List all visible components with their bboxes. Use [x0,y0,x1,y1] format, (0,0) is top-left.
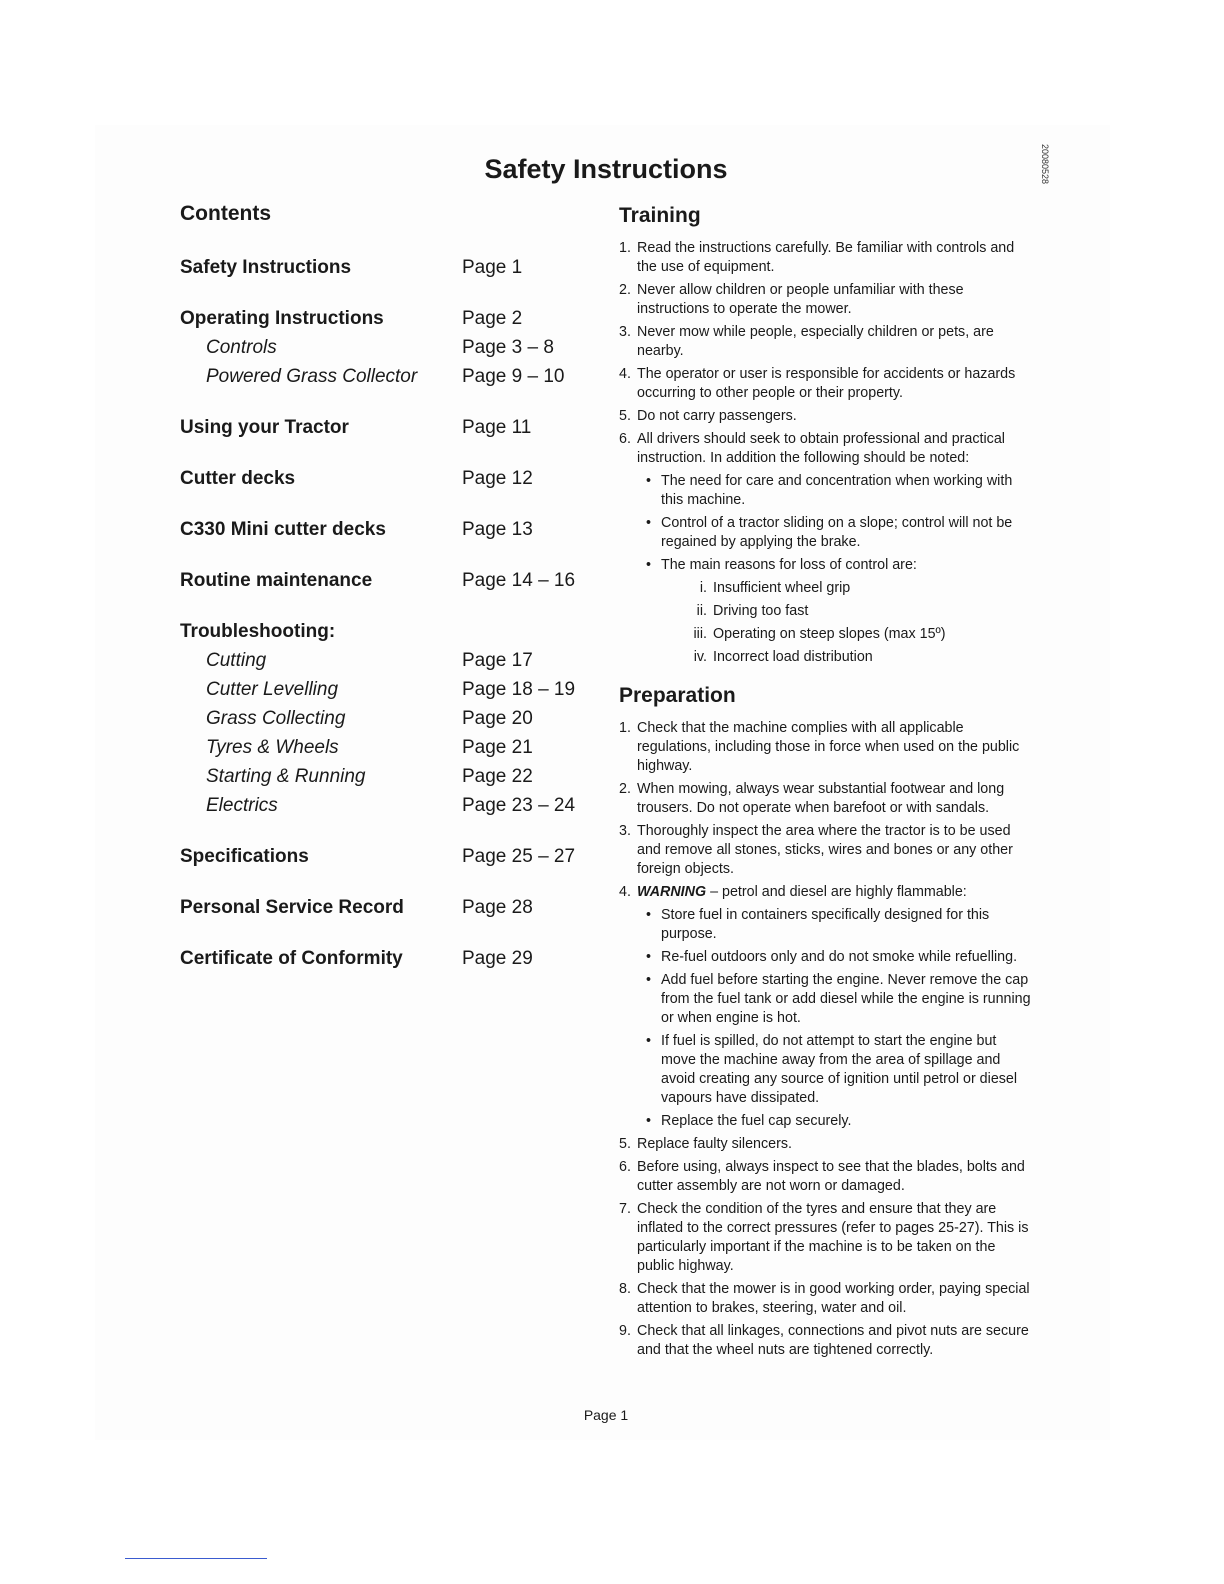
bullet-icon: • [646,473,652,489]
bullet-list [637,472,1034,667]
list-item [619,1280,1034,1318]
document-code-text: 20080528 [1040,144,1050,185]
roman-number: i. [699,580,707,596]
toc-entry-label: Using your Tractor [180,417,349,438]
toc-entry [180,306,600,335]
roman-text: Operating on steep slopes (max 15º) [713,626,946,642]
toc-entry-page: Page 20 [462,708,533,729]
page-title: Safety Instructions [484,154,728,184]
item-text-body: Check that all linkages, connections and pivot nuts are secure and that the wheel nuts are tightened correctly. [637,1323,1029,1358]
list-item [619,1200,1034,1276]
item-text-body: Check the condition of the tyres and ensure that they are inflated to the correct pressures (refer to pages 25-27). This is particularly important if the machine is to be taken on the public highway. [637,1201,1029,1274]
toc-entry-label: Safety Instructions [180,257,352,278]
toc-entry-label: C330 Mini cutter decks [180,519,386,540]
item-text-body: The operator or user is responsible for accidents or hazards occurring to other people or their property. [637,366,1016,401]
item-number: 3. [619,324,631,340]
list-item [619,822,1034,879]
toc-entry-page: Page 1 [462,257,523,278]
item-number: 1. [619,240,631,256]
bullet-icon: • [646,1033,652,1049]
toc-entry-page: Page 17 [462,650,533,671]
item-text-body: Never allow children or people unfamiliar with these instructions to operate the mower. [637,282,964,317]
bullet-icon: • [646,1113,652,1129]
toc-entry-label: Electrics [206,795,278,816]
item-text [637,1159,1025,1194]
item-number: 4. [619,366,631,382]
toc-entry [180,517,600,546]
toc-entry [180,466,600,495]
bullet-text: If fuel is spilled, do not attempt to start the engine but move the machine away from the area of spillage and avoid creating any source of ignition until petrol or diesel vapours have dissipated. [661,1033,1018,1106]
bullet-text: Replace the fuel cap securely. [661,1113,852,1129]
toc-entry-page: Page 18 – 19 [462,679,576,700]
item-number: 5. [619,408,631,424]
bullet-icon: • [646,949,652,965]
bullet-item [637,472,1034,510]
page-number: Page 1 [583,1407,629,1423]
item-text-body: Read the instructions carefully. Be familiar with controls and the use of equipment. [637,240,1015,275]
toc-entry [180,619,600,648]
bullet-item [637,971,1034,1028]
toc-entry-label: Grass Collecting [206,708,346,729]
link-underline [125,1558,267,1559]
list-item [619,239,1034,277]
list-item [619,1158,1034,1196]
bullet-icon: • [646,907,652,923]
numbered-list [619,239,1034,667]
toc-entry-label: Controls [206,337,277,358]
roman-item [661,602,1034,621]
item-text-body: Thoroughly inspect the area where the tractor is to be used and remove all stones, sticks, wires and bones or any other foreign objects. [637,823,1013,877]
list-item [619,1322,1034,1360]
bullet-item [637,556,1034,667]
item-text-body: – petrol and diesel are highly flammable: [706,884,967,900]
toc-entry-page: Page 3 – 8 [462,337,554,358]
roman-number: iii. [693,626,707,642]
table-of-contents [180,255,600,975]
roman-number: iv. [693,649,707,665]
item-number: 6. [619,431,631,447]
roman-text: Incorrect load distribution [713,649,873,665]
item-text [637,1136,792,1152]
item-number: 2. [619,781,631,797]
toc-entry-label: Tyres & Wheels [206,737,339,758]
toc-entry-label: Cutter decks [180,468,296,489]
roman-text: Driving too fast [713,603,809,619]
item-text [637,720,1019,774]
bullet-icon: • [646,515,652,531]
toc-entry-label: Routine maintenance [180,570,373,591]
toc-entry-page: Page 14 – 16 [462,570,576,591]
toc-entry-page: Page 29 [462,948,533,969]
toc-entry-page: Page 25 – 27 [462,846,576,867]
section-heading: Training [619,204,701,227]
toc-entry [180,335,600,364]
toc-entry-label: Troubleshooting: [180,621,336,642]
toc-entry-label: Cutting [206,650,267,671]
item-text-body: Check that the machine complies with all applicable regulations, including those in force when used on the public highway. [637,720,1020,774]
toc-entry [180,946,600,975]
toc-entry-label: Personal Service Record [180,897,404,918]
item-text-body: All drivers should seek to obtain professional and practical instruction. In addition the following should be noted: [637,431,1005,466]
toc-entry-page: Page 11 [462,417,532,438]
toc-entry [180,568,600,597]
item-text-body: Check that the mower is in good working order, paying special attention to brakes, steering, water and oil. [637,1281,1030,1316]
numbered-list [619,719,1034,1360]
document-code [1040,144,1090,185]
bullet-item [637,1032,1034,1108]
toc-entry [180,648,600,677]
bullet-text: Add fuel before starting the engine. Never remove the cap from the fuel tank or add diesel while the engine is running or when engine is hot. [661,972,1031,1026]
bullet-item [637,948,1034,967]
item-text [637,884,967,900]
item-text [637,324,994,359]
item-text [637,1281,1030,1316]
toc-entry [180,895,600,924]
toc-entry [180,735,600,764]
item-text [637,823,1013,877]
safety-sections [619,203,1034,1364]
bullet-text: Control of a tractor sliding on a slope; control will not be regained by applying the brake. [661,515,1013,550]
roman-item [661,579,1034,598]
item-text [637,240,1014,275]
item-number: 6. [619,1159,631,1175]
item-number: 8. [619,1281,631,1297]
item-text [637,781,1004,816]
item-text-body: Never mow while people, especially children or pets, are nearby. [637,324,994,359]
roman-item [661,625,1034,644]
list-item [619,1135,1034,1154]
toc-entry [180,844,600,873]
item-text-body: Before using, always inspect to see that the blades, bolts and cutter assembly are not worn or damaged. [637,1159,1025,1194]
bullet-icon: • [646,972,652,988]
bullet-text: Store fuel in containers specifically designed for this purpose. [661,907,990,942]
bullet-item [637,1112,1034,1131]
item-number: 4. [619,884,631,900]
list-item [619,430,1034,667]
toc-entry-label: Certificate of Conformity [180,948,403,969]
list-item [619,281,1034,319]
item-number: 2. [619,282,631,298]
bullet-text: The need for care and concentration when working with this machine. [661,473,1013,508]
list-item [619,719,1034,776]
toc-entry-page: Page 9 – 10 [462,366,565,387]
roman-number: ii. [696,603,707,619]
roman-list [661,579,1034,667]
list-item [619,323,1034,361]
list-item [619,365,1034,403]
toc-entry-label: Starting & Running [206,766,366,787]
item-number: 9. [619,1323,631,1339]
item-number: 5. [619,1136,631,1152]
item-number: 7. [619,1201,631,1217]
toc-entry-page: Page 23 – 24 [462,795,576,816]
item-text [637,408,797,424]
item-text [637,1201,1029,1274]
toc-entry-page: Page 21 [462,737,533,758]
item-text-body: When mowing, always wear substantial footwear and long trousers. Do not operate when barefoot or with sandals. [637,781,1005,816]
roman-item [661,648,1034,667]
item-text-body: Replace faulty silencers. [637,1136,792,1152]
toc-entry [180,793,600,822]
toc-entry [180,364,600,393]
toc-entry [180,255,600,284]
toc-entry [180,706,600,735]
contents-heading: Contents [180,202,271,225]
toc-entry [180,764,600,793]
toc-entry-label: Powered Grass Collector [206,366,418,387]
bullet-list [637,906,1034,1131]
bullet-item [637,514,1034,552]
toc-entry-label: Specifications [180,846,309,867]
toc-entry-page: Page 13 [462,519,533,540]
toc-entry-page: Page 22 [462,766,533,787]
list-item [619,883,1034,1131]
item-text [637,366,1015,401]
item-text [637,1323,1029,1358]
warning-label: WARNING [637,884,707,900]
roman-text: Insufficient wheel grip [713,580,851,596]
item-text-body: Do not carry passengers. [637,408,797,424]
section-heading: Preparation [619,684,736,707]
toc-entry-page: Page 2 [462,308,523,329]
list-item [619,780,1034,818]
toc-entry-page: Page 12 [462,468,533,489]
item-text [637,431,1005,466]
bullet-icon: • [646,557,652,573]
item-number: 3. [619,823,631,839]
toc-entry-label: Cutter Levelling [206,679,339,700]
bullet-text: The main reasons for loss of control are: [661,557,917,573]
bullet-item [637,906,1034,944]
item-number: 1. [619,720,631,736]
toc-entry-label: Operating Instructions [180,308,384,329]
toc-entry [180,415,600,444]
toc-entry-page: Page 28 [462,897,533,918]
list-item [619,407,1034,426]
item-text [637,282,964,317]
toc-entry [180,677,600,706]
bullet-text: Re-fuel outdoors only and do not smoke while refuelling. [661,949,1018,965]
